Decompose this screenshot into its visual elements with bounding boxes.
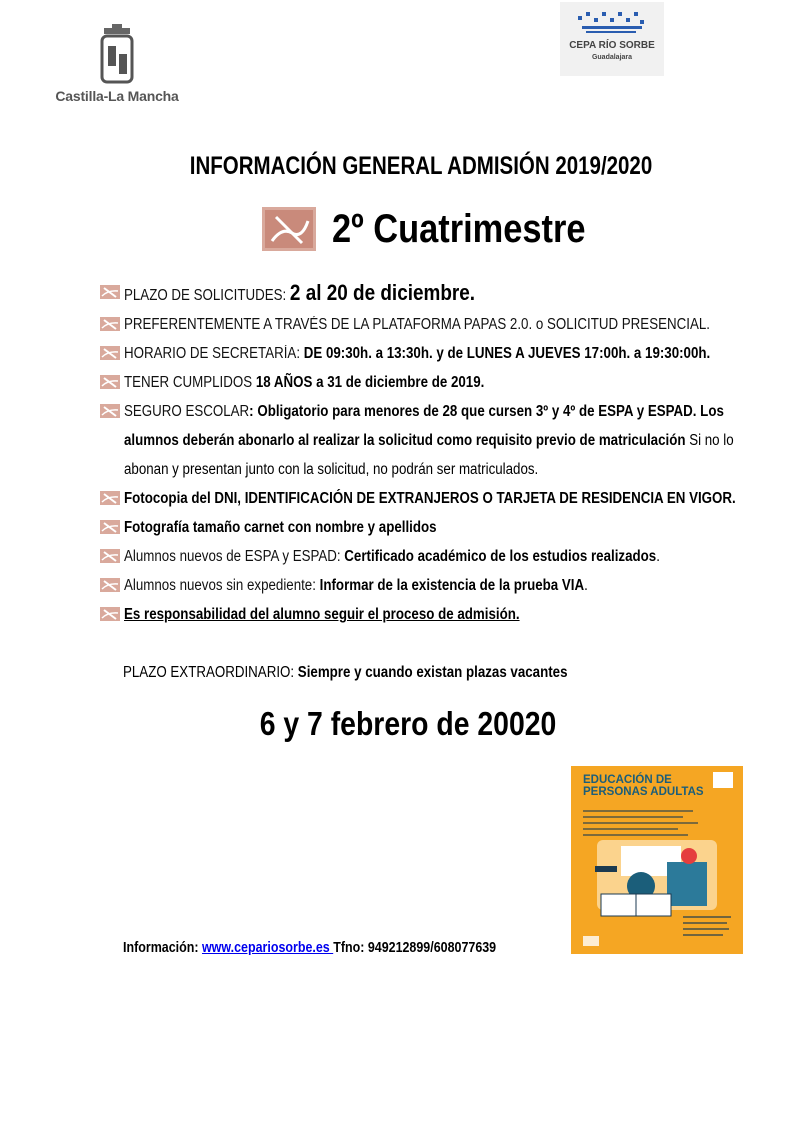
cepa-emblem-icon	[576, 10, 648, 36]
pencil-note-icon	[100, 375, 120, 389]
contact-label: Información:	[123, 940, 202, 956]
item-rest: .	[584, 577, 588, 594]
list-item	[100, 513, 780, 542]
extraordinary-dates: 6 y 7 febrero de 20020	[259, 705, 557, 742]
pencil-note-icon	[100, 346, 120, 360]
item-label: HORARIO DE SECRETARÍA:	[124, 345, 304, 362]
pencil-note-icon	[100, 491, 120, 505]
item-label: PREFERENTEMENTE A TRAVÉS DE LA PLATAFORMA PAPAS 2.0. o SOLICITUD PRESENCIAL.	[124, 316, 710, 333]
item-rest: Si no lo abonan y presentan junto con la solicitud, no podrán ser matriculados.	[124, 432, 734, 478]
cepa-rio-sorbe-logo	[560, 2, 664, 76]
list-item	[100, 600, 780, 629]
castilla-la-mancha-logo	[52, 24, 182, 114]
list-item	[100, 484, 780, 513]
item-label: Alumnos nuevos sin expediente:	[124, 577, 320, 594]
list-item	[100, 368, 780, 397]
cepa-city: Guadalajara	[591, 54, 633, 61]
pencil-note-icon	[100, 578, 120, 592]
castilla-la-mancha-text: Castilla-La Mancha	[55, 88, 179, 104]
item-label: Alumnos nuevos de ESPA y ESPAD:	[124, 548, 345, 565]
list-item	[100, 339, 780, 368]
website-link[interactable]: www.cepariosorbe.es	[201, 940, 334, 956]
poster-title: EDUCACIÓN DE PERSONAS ADULTAS	[583, 774, 704, 798]
list-item	[100, 542, 780, 571]
cepa-name: CEPA RÍO SORBE	[569, 40, 655, 51]
extraordinary-period	[123, 664, 567, 682]
page-title: INFORMACIÓN GENERAL ADMISIÓN 2019/2020	[189, 152, 653, 180]
item-value: Fotografía tamaño carnet con nombre y apellidos	[124, 519, 437, 536]
pencil-note-icon	[100, 607, 120, 621]
list-item	[100, 278, 780, 310]
contact-phone: Tfno: 949212899/608077639	[333, 940, 497, 956]
item-value: 2 al 20 de diciembre.	[289, 280, 476, 305]
pencil-note-icon	[100, 404, 120, 418]
item-value: Certificado académico de los estudios realizados	[344, 548, 657, 565]
item-rest: a 31 de diciembre de 2019.	[312, 374, 485, 391]
pencil-note-icon	[100, 285, 120, 299]
pencil-note-icon	[100, 317, 120, 331]
extraordinary-value: Siempre y cuando existan plazas vacantes	[297, 664, 568, 681]
list-item	[100, 397, 780, 484]
pencil-note-icon	[100, 520, 120, 534]
item-value: DE 09:30h. a 13:30h. y de LUNES A JUEVES 17:00h. a 19:30:00h.	[303, 345, 711, 362]
pencil-note-icon	[100, 549, 120, 563]
poster-illustration	[571, 766, 743, 954]
list-item	[100, 571, 780, 600]
coat-of-arms-icon	[98, 24, 136, 86]
item-value: Informar de la existencia de la prueba VIA	[319, 577, 585, 594]
item-value: : Obligatorio para menores de 28 que cursen 3º y 4º de ESPA y ESPAD. Los alumnos deberán abonarlo al realizar la solicitud como requisito previo de matriculación	[124, 403, 724, 449]
list-item	[100, 310, 780, 339]
extraordinary-label: PLAZO EXTRAORDINARIO:	[123, 664, 298, 681]
contact-info	[123, 940, 496, 956]
subtitle: 2º Cuatrimestre	[332, 207, 586, 251]
item-value: Fotocopia del DNI, IDENTIFICACIÓN DE EXTRANJEROS O TARJETA DE RESIDENCIA EN VIGOR.	[124, 490, 736, 507]
adult-education-poster	[571, 766, 743, 954]
item-value: Es responsabilidad del alumno seguir el proceso de admisión.	[124, 606, 520, 623]
item-label: PLAZO DE SOLICITUDES:	[124, 287, 290, 304]
item-label: SEGURO ESCOLAR	[124, 403, 250, 420]
requirements-list	[100, 278, 780, 629]
pencil-note-icon	[262, 207, 316, 251]
item-rest: .	[656, 548, 660, 565]
item-label: TENER CUMPLIDOS	[124, 374, 256, 391]
item-value: 18 AÑOS	[255, 374, 313, 391]
